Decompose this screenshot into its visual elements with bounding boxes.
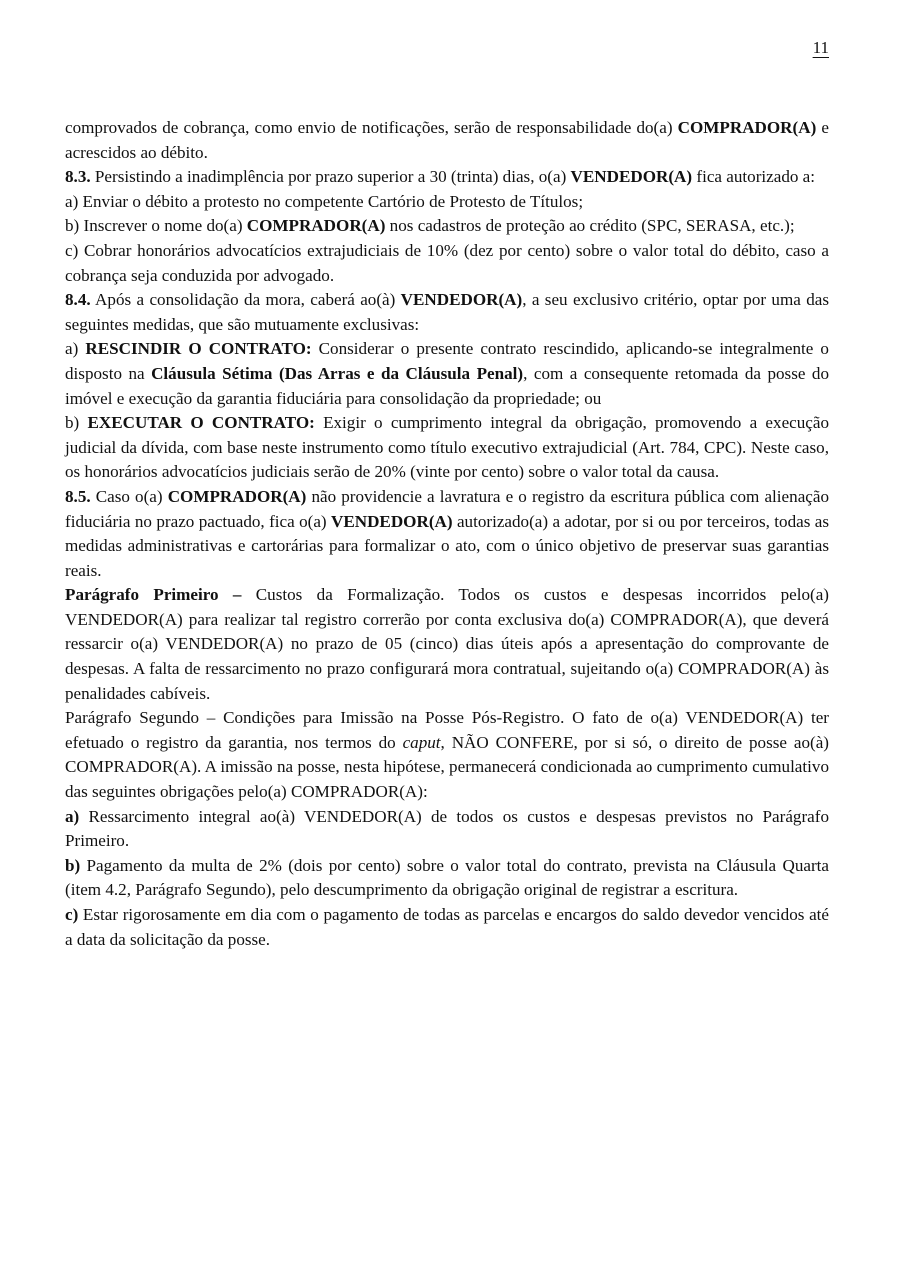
- paragrafo-segundo-item-c: c) Estar rigorosamente em dia com o pagamento de todas as parcelas e encargos do saldo devedor vencidos até a data da solicitação da posse.: [65, 905, 829, 949]
- paragraph-continuation: comprovados de cobrança, como envio de notificações, serão de responsabilidade do(a) COMPRADOR(A) e acrescidos ao débito.: [65, 118, 829, 162]
- clause-8-4-item-a: a) RESCINDIR O CONTRATO: Considerar o presente contrato rescindido, aplicando-se integralmente o disposto na Cláusula Sétima (Das Arras e da Cláusula Penal), com a consequente retomada da posse do imóvel e execução da garantia fiduciária para consolidação da propriedade; ou: [65, 339, 830, 408]
- clause-8-4-item-b: b) EXECUTAR O CONTRATO: Exigir o cumprimento integral da obrigação, promovendo a execução judicial da dívida, com base neste instrumento como título executivo extrajudicial (Art. 784, CPC). Neste caso, os honorários advocatícios judiciais serão de 20% (vinte por cento) sobre o valor total da causa.: [65, 413, 830, 482]
- clause-number: 8.5.: [65, 486, 91, 506]
- clause-8-4: 8.4. Após a consolidação da mora, caberá ao(à) VENDEDOR(A), a seu exclusivo critério, optar por uma das seguintes medidas, que são mutuamente exclusivas:: [65, 290, 829, 334]
- clause-number: 8.4.: [65, 290, 91, 310]
- clause-number: 8.3.: [65, 167, 91, 187]
- clause-8-3-item-c: c) Cobrar honorários advocatícios extrajudiciais de 10% (dez por cento) sobre o valor total do débito, caso a cobrança seja conduzida por advogado.: [65, 240, 829, 285]
- clause-8-3-item-a: a) Enviar o débito a protesto no competente Cartório de Protesto de Títulos;: [65, 191, 584, 211]
- clause-8-3-item-b: b) Inscrever o nome do(a) COMPRADOR(A) nos cadastros de proteção ao crédito (SPC, SERASA, etc.);: [65, 216, 795, 236]
- clause-8-5: 8.5. Caso o(a) COMPRADOR(A) não providencie a lavratura e o registro da escritura pública com alienação fiduciária no prazo pactuado, fica o(a) VENDEDOR(A) autorizado(a) a adotar, por si ou por terceiros, todas as medidas administrativas e cartorárias para formalizar o ato, com o único objetivo de preservar suas garantias reais.: [65, 486, 829, 580]
- paragrafo-segundo-item-a: a) Ressarcimento integral ao(à) VENDEDOR(A) de todos os custos e despesas previstos no Parágrafo Primeiro.: [65, 806, 829, 851]
- document-body: [65, 116, 829, 952]
- paragrafo-primeiro: Parágrafo Primeiro – Custos da Formalização. Todos os custos e despesas incorridos pelo(a) VENDEDOR(A) para realizar tal registro correrão por conta exclusiva do(a) COMPRADOR(A), que deverá ressarcir o(a) VENDEDOR(A) no prazo de 05 (cinco) dias úteis após a apresentação do comprovante de despesas. A falta de ressarcimento no prazo configurará mora contratual, sujeitando o(a) COMPRADOR(A) às penalidades cabíveis.: [65, 585, 829, 703]
- page-number: 11: [812, 38, 829, 57]
- clause-8-3: 8.3. Persistindo a inadimplência por prazo superior a 30 (trinta) dias, o(a) VENDEDOR(A) fica autorizado a:: [65, 167, 816, 187]
- paragrafo-segundo-item-b: b) Pagamento da multa de 2% (dois por cento) sobre o valor total do contrato, prevista na Cláusula Quarta (item 4.2, Parágrafo Segundo), pelo descumprimento da obrigação original de registrar a escritura.: [65, 855, 829, 900]
- paragrafo-segundo: Parágrafo Segundo – Condições para Imissão na Posse Pós-Registro. O fato de o(a) VENDEDOR(A) ter efetuado o registro da garantia, nos termos do caput, NÃO CONFERE, por si só, o direito de posse ao(à) COMPRADOR(A). A imissão na posse, nesta hipótese, permanecerá condicionada ao cumprimento cumulativo das seguintes obrigações pelo(a) COMPRADOR(A):: [65, 708, 829, 802]
